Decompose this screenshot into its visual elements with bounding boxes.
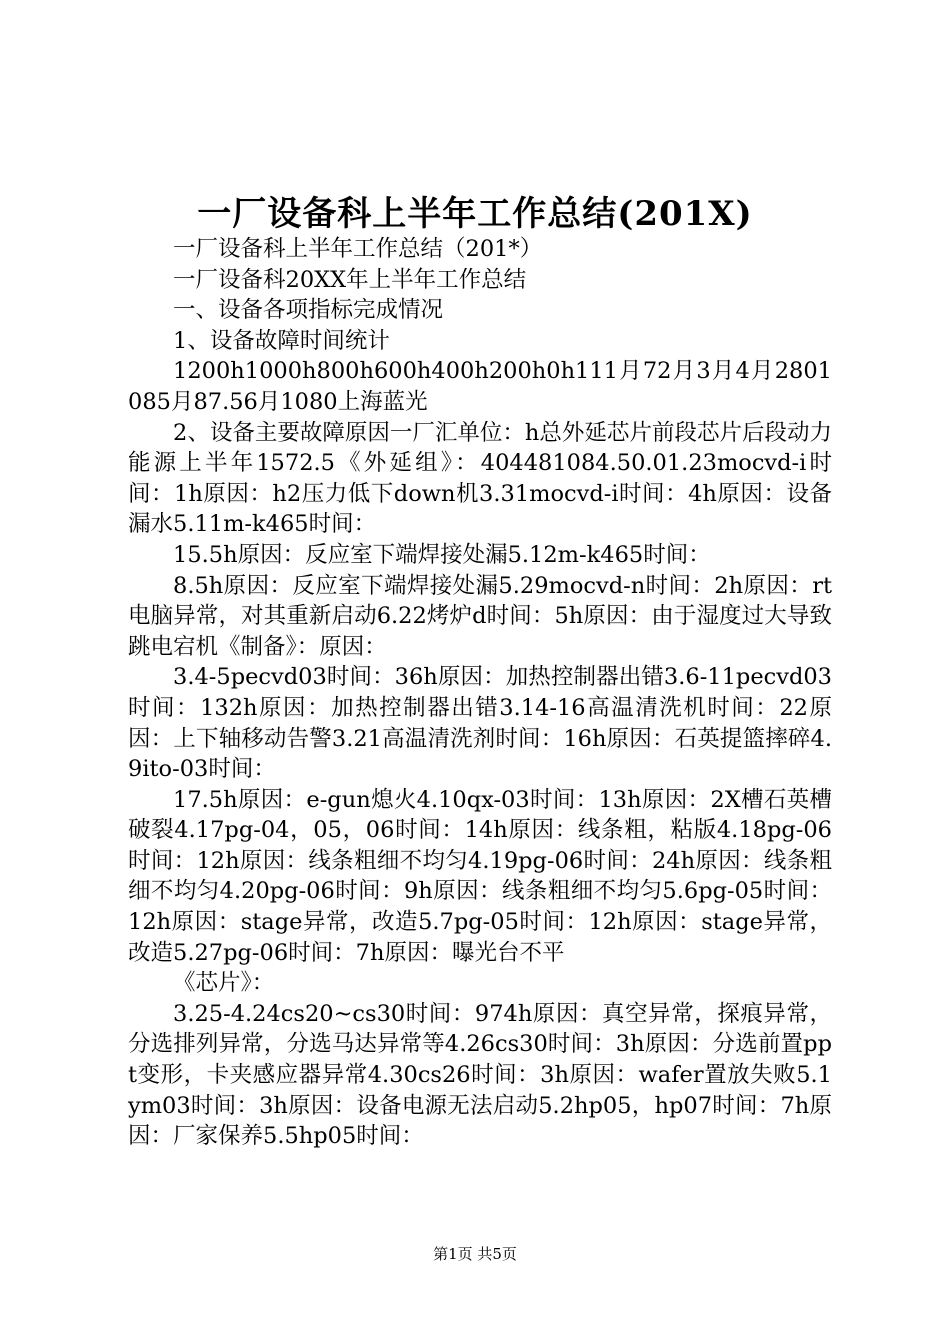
paragraph: 一厂设备科20XX年上半年工作总结 xyxy=(173,266,527,293)
page-number-footer: 第1页 共5页 xyxy=(433,1245,517,1263)
paragraph: 3.25-4.24cs20~cs30时间：974h原因：真空异常，探痕异常，分选排列异常，分选马达异常等4.26cs30时间：3h原因：分选前置ppt变形，卡夹感应器异常4.30cs26时间：3h原因：wafer置放失败5.1ym03时间：3h原因：设备电源无法启动5.2hp05，hp07时间：7h原因：厂家保养5.5hp05时间： xyxy=(128,1000,832,1150)
subsection-heading: 1、设备故障时间统计 xyxy=(173,327,390,354)
paragraph: 3.4-5pecvd03时间：36h原因：加热控制器出错3.6-11pecvd03时间：132h原因：加热控制器出错3.14-16高温清洗机时间：22原因：上下轴移动告警3.21高温清洗剂时间：16h原因：石英提篮摔碎4.9ito-03时间： xyxy=(128,664,832,783)
document-body xyxy=(128,234,832,1152)
paragraph: 2、设备主要故障原因一厂汇单位：h总外延芯片前段芯片后段动力能源上半年1572.5《外延组》：404481084.50.01.23mocvd-i时间：1h原因：h2压力低下down机3.31mocvd-i时间：4h原因：设备漏水5.11m-k465时间： xyxy=(128,419,832,538)
paragraph: 15.5h原因：反应室下端焊接处漏5.12m-k465时间： xyxy=(173,541,711,568)
section-heading: 一、设备各项指标完成情况 xyxy=(173,297,444,324)
paragraph: 《芯片》： xyxy=(173,970,275,997)
document-title: 一厂设备科上半年工作总结(201X) xyxy=(197,194,753,234)
paragraph: 一厂设备科上半年工作总结（201*） xyxy=(173,236,543,262)
paragraph: 1200h1000h800h600h400h200h0h111月72月3月4月2801085月87.56月1080上海蓝光 xyxy=(128,358,832,415)
paragraph: 8.5h原因：反应室下端焊接处漏5.29mocvd-n时间：2h原因：rt电脑异常，对其重新启动6.22烤炉d时间：5h原因：由于湿度过大导致跳电宕机《制备》：原因： xyxy=(128,572,832,660)
paragraph: 17.5h原因：e-gun熄火4.10qx-03时间：13h原因：2X槽石英槽破裂4.17pg-04，05，06时间：14h原因：线条粗，粘版4.18pg-06时间：12h原因：线条粗细不均匀4.19pg-06时间：24h原因：线条粗细不均匀4.20pg-06时间：9h原因：线条粗细不均匀5.6pg-05时间：12h原因：stage异常，改造5.7pg-05时间：12h原因：stage异常，改造5.27pg-06时间：7h原因：曝光台不平 xyxy=(128,786,832,966)
